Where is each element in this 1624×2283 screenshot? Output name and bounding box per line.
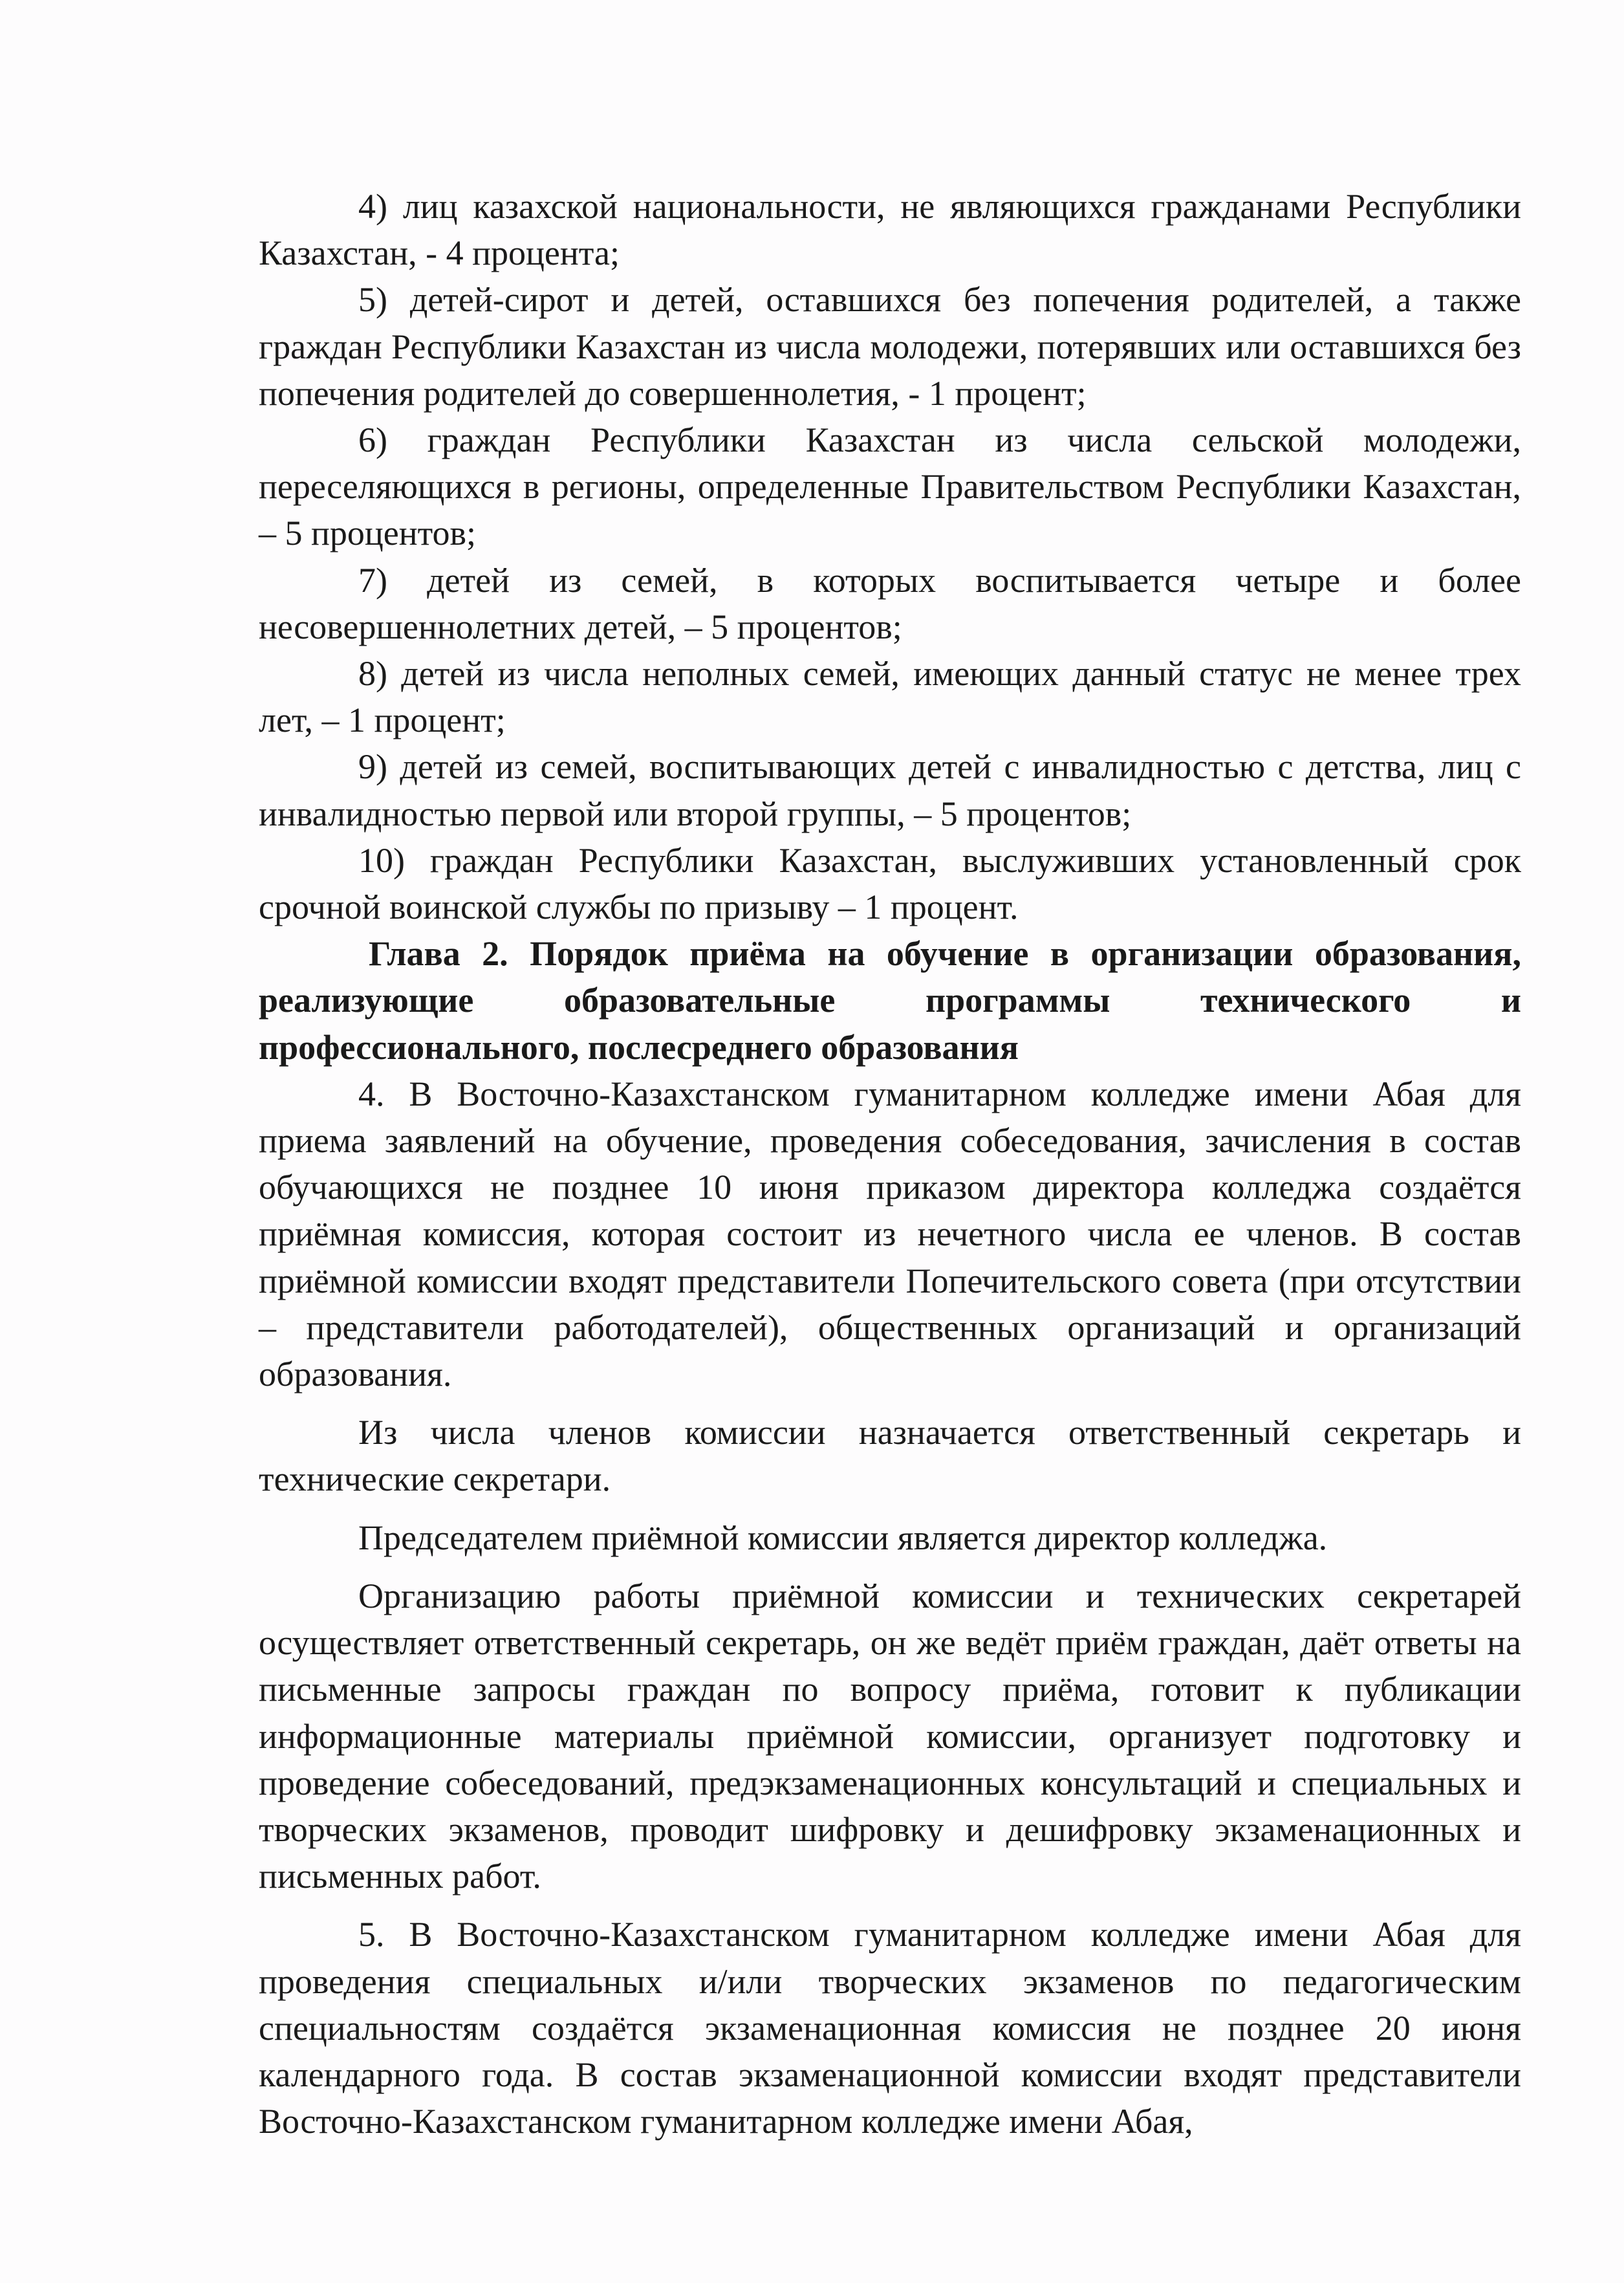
quota-item-7: 7) детей из семей, в которых воспитывается четыре и более несовершеннолетних детей, – 5 процентов; [259, 560, 1521, 646]
document-body [259, 183, 1521, 2145]
paragraph-4: 4. В Восточно-Казахстанском гуманитарном колледже имени Абая для приема заявлений на обучение, проведения собеседования, зачисления в состав обучающихся не позднее 10 июня приказом директора колледжа создаётся приёмная комиссия, которая состоит из нечетного числа ее членов. В состав приёмной комиссии входят представители Попечительского совета (при отсутствии – представители работодателей), общественных организаций и организаций образования. [259, 1074, 1521, 1394]
quota-item-9: 9) детей из семей, воспитывающих детей с инвалидностью с детства, лиц с инвалидностью первой или второй группы, – 5 процентов; [259, 747, 1521, 833]
quota-item-5: 5) детей-сирот и детей, оставшихся без попечения родителей, а также граждан Республики Казахстан из числа молодежи, потерявших или оставшихся без попечения родителей до совершеннолетия, - 1 процент; [259, 280, 1521, 413]
paragraph-5: 5. В Восточно-Казахстанском гуманитарном колледже имени Абая для проведения специальных и/или творческих экзаменов по педагогическим специальностям создаётся экзаменационная комиссия не позднее 20 июня календарного года. В состав экзаменационной комиссии входят представители Восточно-Казахстанском гуманитарном колледже имени Абая, [259, 1915, 1521, 2141]
paragraph-organization: Организацию работы приёмной комиссии и технических секретарей осуществляет ответственный секретарь, он же ведёт приём граждан, даёт ответы на письменные запросы граждан по вопросу приёма, готовит к публикации информационные материалы приёмной комиссии, организует подготовку и проведение собеседований, предэкзаменационных консультаций и специальных и творческих экзаменов, проводит шифровку и дешифровку экзаменационных и письменных работ. [259, 1576, 1521, 1896]
quota-item-6: 6) граждан Республики Казахстан из числа сельской молодежи, переселяющихся в регионы, определенные Правительством Республики Казахстан, – 5 процентов; [259, 421, 1521, 553]
paragraph-secretary: Из числа членов комиссии назначается ответственный секретарь и технические секретари. [259, 1413, 1521, 1499]
paragraph-chairman: Председателем приёмной комиссии является директор колледжа. [358, 1518, 1328, 1557]
quota-item-10: 10) граждан Республики Казахстан, выслуживших установленный срок срочной воинской службы по призыву – 1 процент. [259, 840, 1521, 927]
quota-item-8: 8) детей из числа неполных семей, имеющих данный статус не менее трех лет, – 1 процент; [259, 654, 1521, 740]
quota-item-4: 4) лиц казахской национальности, не являющихся гражданами Республики Казахстан, - 4 процента; [259, 187, 1521, 273]
chapter-heading: Глава 2. Порядок приёма на обучение в организации образования, реализующие образовательные программы технического и профессионального, послесреднего образования [259, 934, 1521, 1067]
